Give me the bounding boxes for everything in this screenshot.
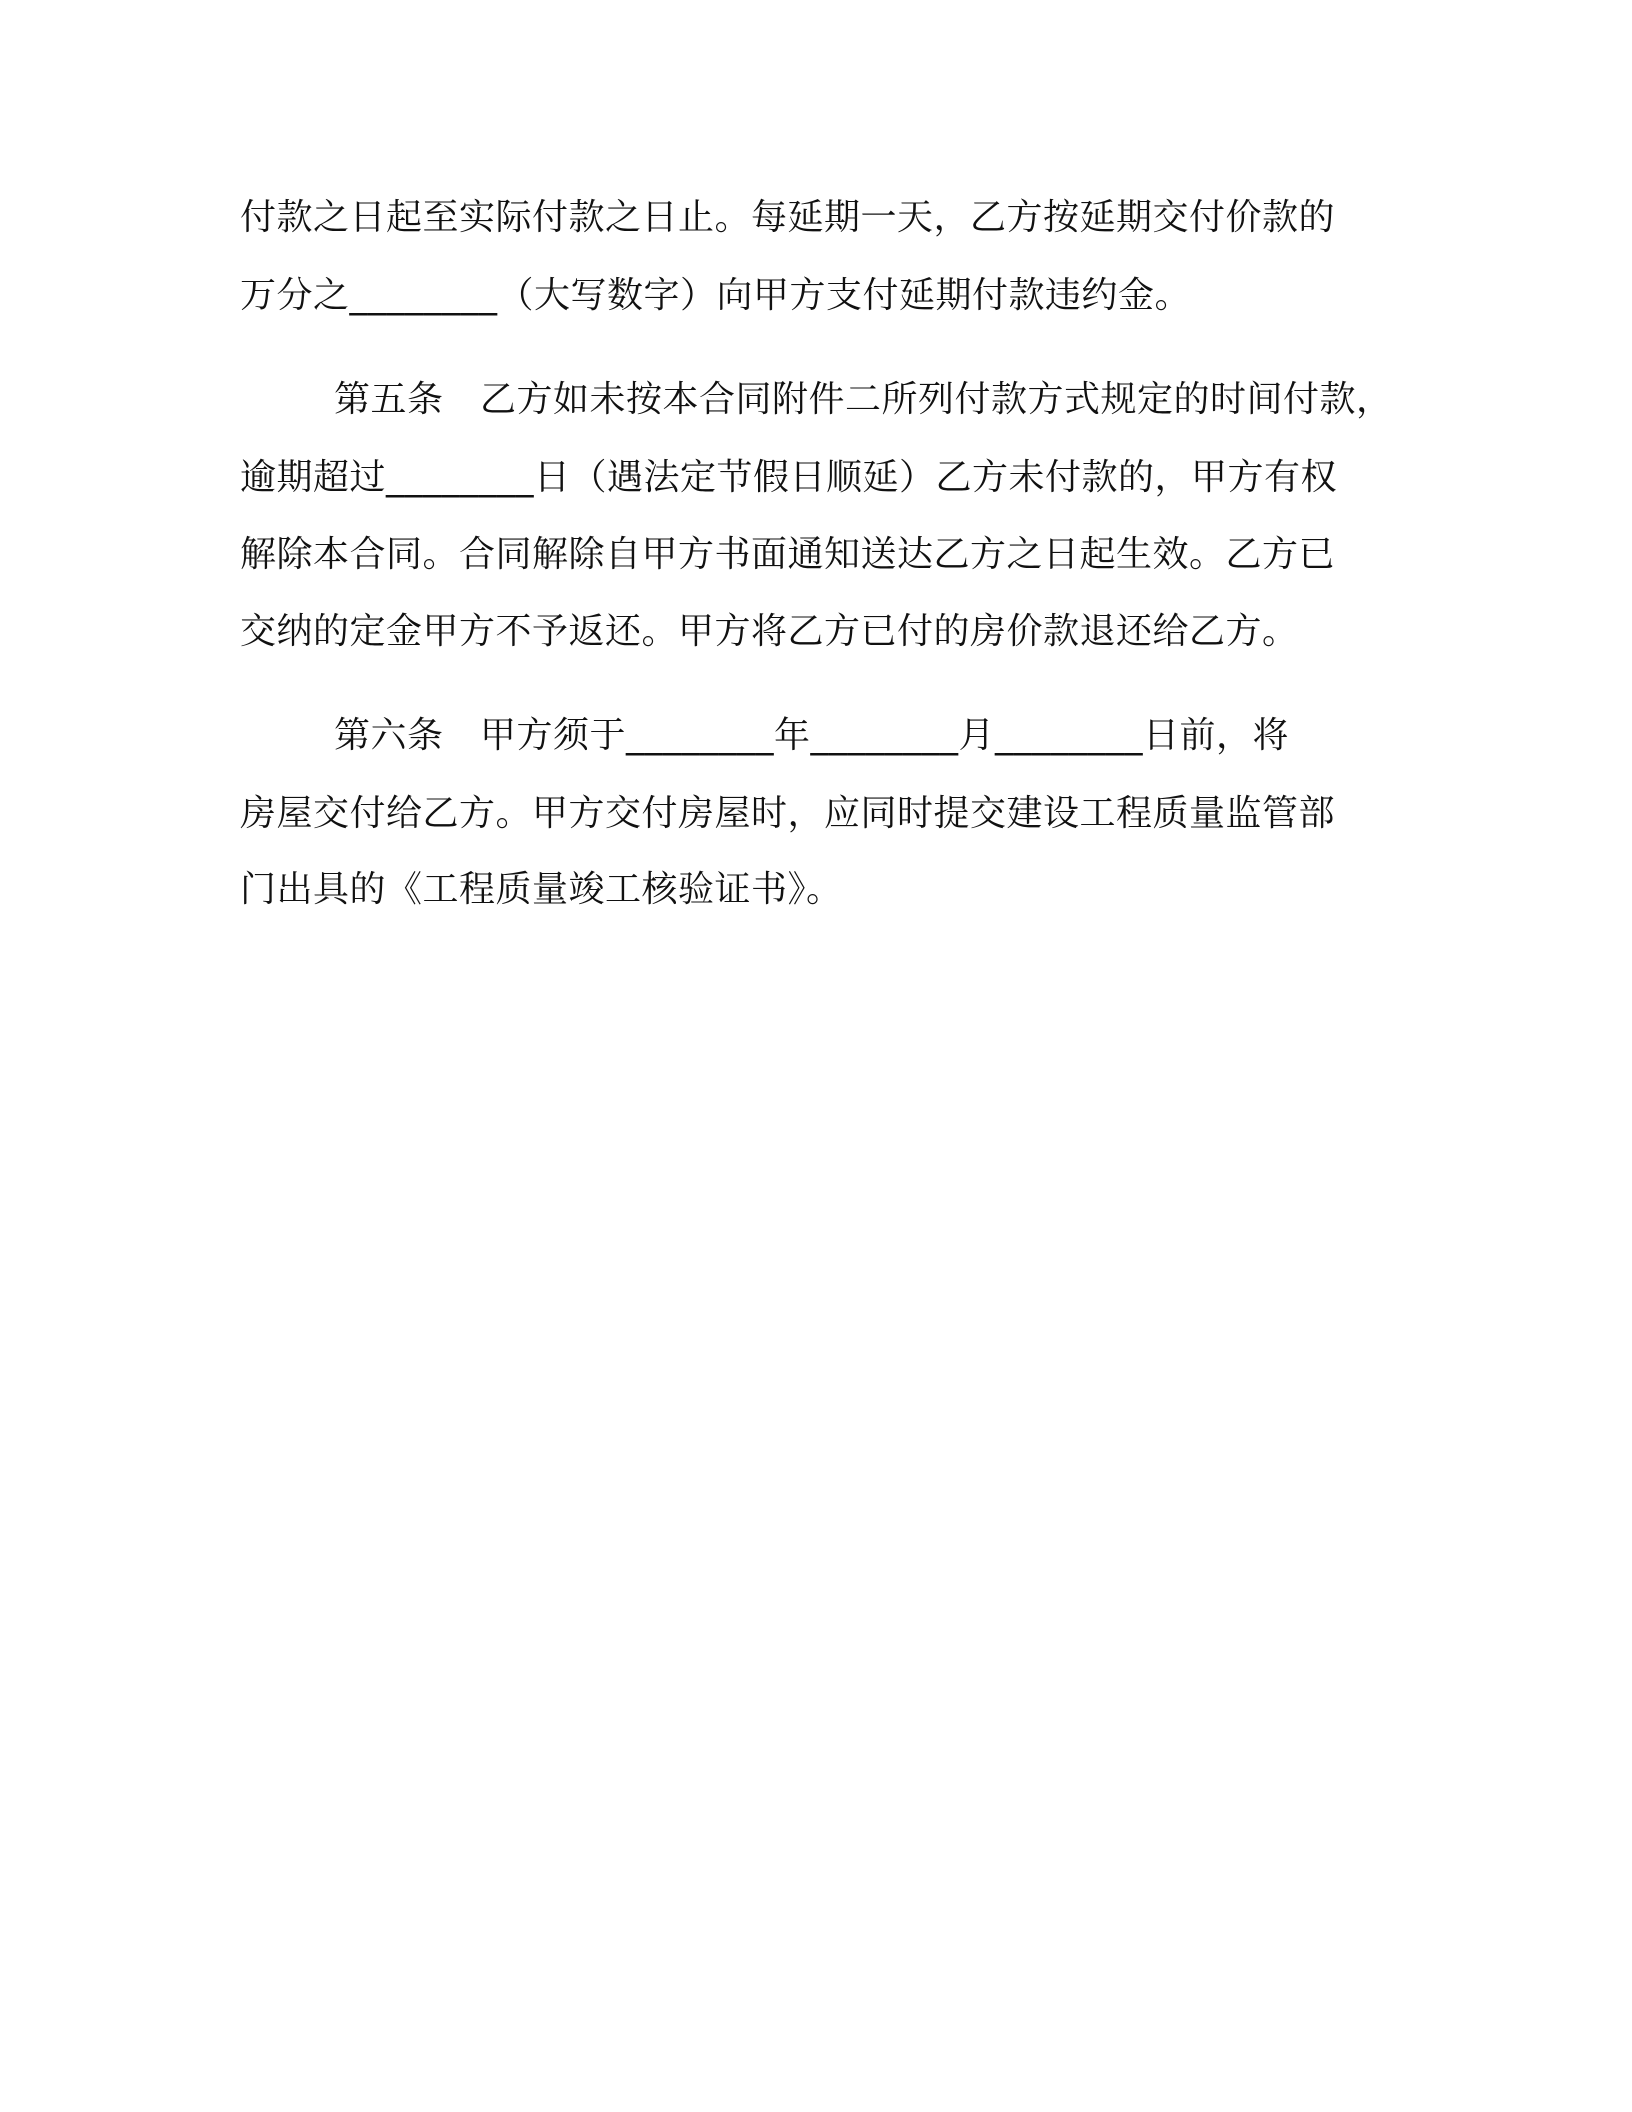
- article-6-line-1: 第六条 甲方须于________年________月________日前，将: [334, 715, 1290, 756]
- article-5-line-3: 解除本合同。合同解除自甲方书面通知送达乙方之日起生效。乙方已: [240, 534, 1336, 575]
- article-6-line-3: 门出具的《工程质量竣工核验证书》。: [240, 869, 843, 910]
- article-5-line-4: 交纳的定金甲方不予返还。甲方将乙方已付的房价款退还给乙方。: [240, 611, 1299, 652]
- article-5-line-1: 第五条 乙方如未按本合同附件二所列付款方式规定的时间付款，: [334, 379, 1393, 420]
- article-6-line-2: 房屋交付给乙方。甲方交付房屋时，应同时提交建设工程质量监管部: [240, 793, 1336, 834]
- article-5-line-2: 逾期超过________日（遇法定节假日顺延）乙方未付款的，甲方有权: [240, 457, 1338, 498]
- paragraph-1-line-1: 付款之日起至实际付款之日止。每延期一天，乙方按延期交付价款的: [240, 197, 1336, 238]
- paragraph-1-line-2: 万分之________（大写数字）向甲方支付延期付款违约金。: [240, 275, 1192, 316]
